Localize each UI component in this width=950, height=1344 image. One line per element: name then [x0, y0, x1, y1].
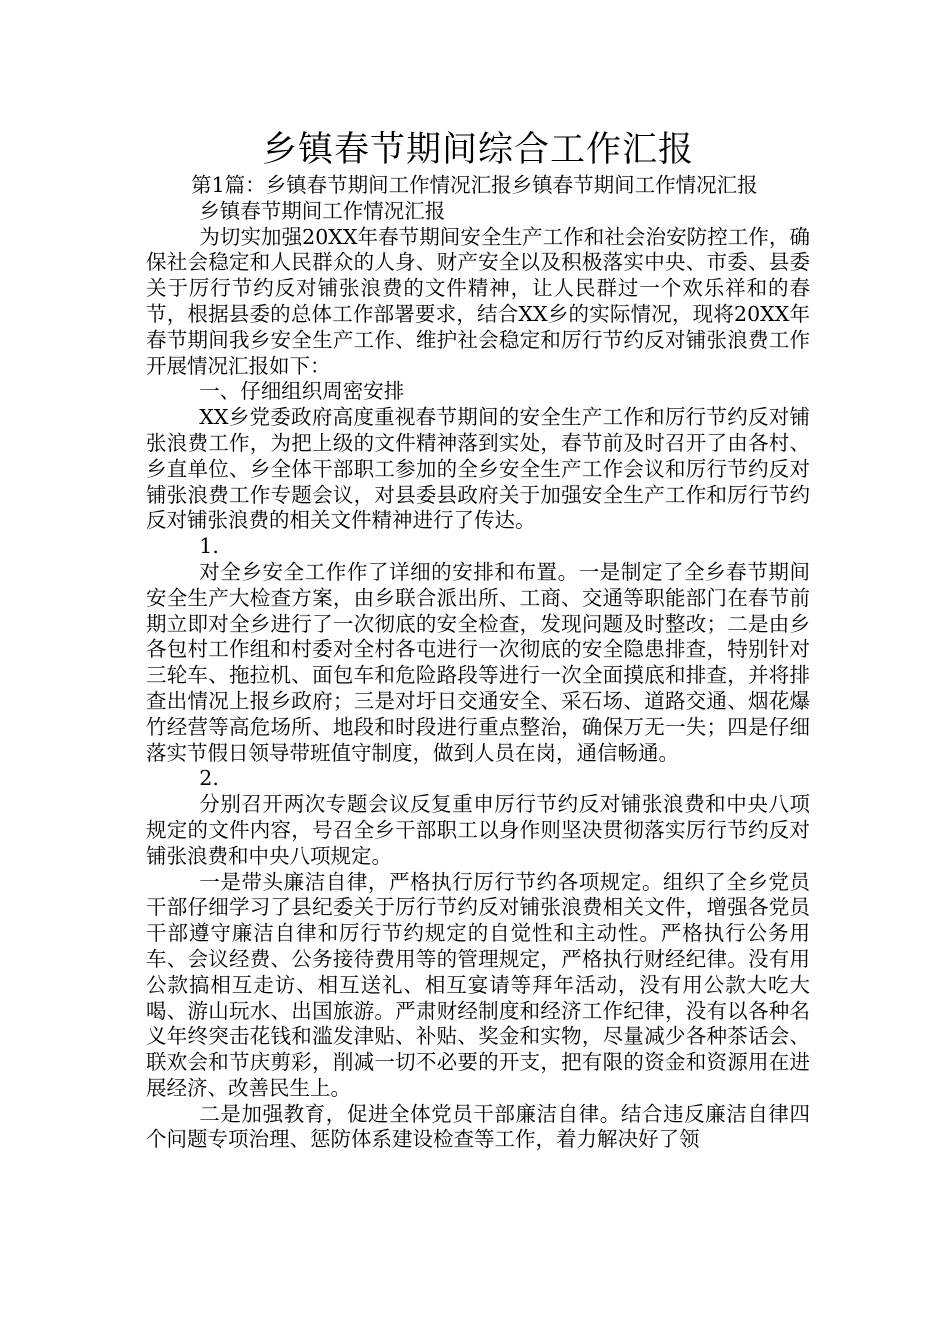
chapter-heading: 第1篇：乡镇春节期间工作情况汇报乡镇春节期间工作情况汇报 — [191, 173, 758, 197]
document-page — [146, 128, 810, 1153]
paragraph-education: 二是加强教育，促进全体党员干部廉洁自律。结合违反廉洁自律四个问题专项治理、惩防体系建设检查等工作，着力解决好了领 — [146, 1101, 810, 1152]
item-number-1: 1. — [199, 534, 219, 559]
document-subtitle: 乡镇春节期间工作情况汇报 — [199, 198, 446, 223]
paragraph-arrangement: XX乡党委政府高度重视春节期间的安全生产工作和厉行节约反对铺张浪费工作，为把上级的文件精神落到实处，春节前及时召开了由各村、乡直单位、乡全体干部职工参加的全乡安全生产工作会议和厉行节约反对铺张浪费工作专题会议，对县委县政府关于加强安全生产工作和厉行节约反对铺张浪费的相关文件精神进行了传达。 — [146, 405, 810, 533]
document-title: 乡镇春节期间综合工作汇报 — [261, 130, 694, 170]
paragraph-meetings: 分别召开两次专题会议反复重申厉行节约反对铺张浪费和中央八项规定的文件内容，号召全乡干部职工以身作则坚决贯彻落实厉行节约反对铺张浪费和中央八项规定。 — [146, 792, 810, 868]
paragraph-self-discipline: 一是带头廉洁自律，严格执行厉行节约各项规定。组织了全乡党员干部仔细学习了县纪委关于厉行节约反对铺张浪费相关文件，增强各党员干部遵守廉洁自律和厉行节约规定的自觉性和主动性。严格执行公务用车、会议经费、公务接待费用等的管理规定，严格执行财经纪律。没有用公款搞相互走访、相互送礼、相互宴请等拜年活动，没有用公款大吃大喝、游山玩水、出国旅游。严肃财经制度和经济工作纪律，没有以各种名义年终突击花钱和滥发津贴、补贴、奖金和实物，尽量减少各种茶话会、联欢会和节庆剪彩，削减一切不必要的开支，把有限的资金和资源用在进展经济、改善民生上。 — [146, 869, 810, 1100]
section-heading-1: 一、仔细组织周密安排 — [199, 379, 405, 404]
item-number-2: 2. — [199, 766, 219, 791]
paragraph-safety: 对全乡安全工作作了详细的安排和布置。一是制定了全乡春节期间安全生产大检查方案，由乡联合派出所、工商、交通等职能部门在春节前期立即对全乡进行了一次彻底的安全检查，发现问题及时整改；二是由乡各包村工作组和村委对全村各屯进行一次彻底的安全隐患排查，特别针对三轮车、拖拉机、面包车和危险路段等进行一次全面摸底和排查，并将排查出情况上报乡政府；三是对圩日交通安全、采石场、道路交通、烟花爆竹经营等高危场所、地段和时段进行重点整治，确保万无一失；四是仔细落实节假日领导带班值守制度，做到人员在岗，通信畅通。 — [146, 559, 810, 765]
paragraph-intro: 为切实加强20XX年春节期间安全生产工作和社会治安防控工作，确保社会稳定和人民群众的人身、财产安全以及积极落实中央、市委、县委关于厉行节约反对铺张浪费的文件精神，让人民群过一个欢乐祥和的春节，根据县委的总体工作部署要求，结合XX乡的实际情况，现将20XX年春节期间我乡安全生产工作、维护社会稳定和厉行节约反对铺张浪费工作开展情况汇报如下： — [146, 224, 810, 378]
